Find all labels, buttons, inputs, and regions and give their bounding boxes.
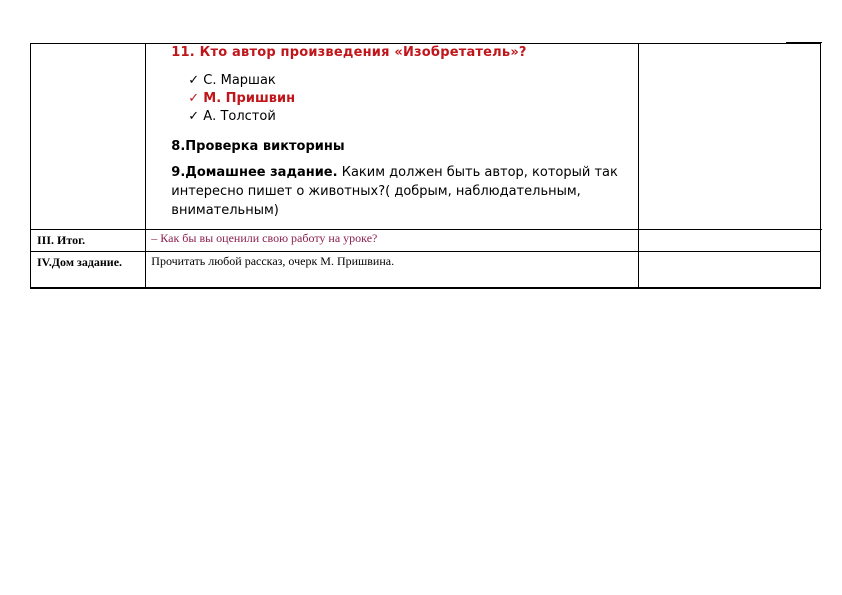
- lesson-table: [30, 43, 821, 289]
- table-row: [31, 230, 821, 252]
- notes-cell: [638, 252, 820, 289]
- stage-cell-empty: [31, 44, 146, 230]
- table-row: [31, 44, 821, 230]
- question-title: 11. Кто автор произведения «Изобретатель»?: [171, 45, 527, 60]
- border-tick: [786, 229, 822, 230]
- answer-option-correct: [188, 90, 637, 108]
- check-icon: ✓: [188, 91, 200, 106]
- step-quiz-check: 8.Проверка викторины: [171, 139, 345, 154]
- border-tick: [786, 42, 822, 43]
- notes-cell: [638, 230, 820, 252]
- stage-label: III. Итог.: [37, 233, 86, 247]
- notes-cell: [638, 44, 820, 230]
- check-icon: ✓: [188, 73, 200, 88]
- answer-option: [188, 108, 637, 126]
- homework-lead: 9.Домашнее задание.: [171, 165, 338, 180]
- homework-text: Каким должен быть автор, который так интересно пишет о животных?( добрым, наблюдательным, внимательным): [171, 165, 618, 218]
- stage-text: – Как бы вы оценили свою работу на уроке?: [151, 231, 378, 245]
- table-row: [31, 252, 821, 289]
- check-icon: ✓: [188, 109, 200, 124]
- answer-label: А. Толстой: [203, 109, 276, 124]
- answer-list: [171, 72, 637, 126]
- answer-label: М. Пришвин: [203, 91, 296, 106]
- content-cell: [146, 44, 638, 230]
- step-homework: [171, 163, 637, 220]
- stage-label: IV.Дом задание.: [37, 255, 123, 269]
- stage-text: Прочитать любой рассказ, очерк М. Пришвина.: [151, 254, 395, 268]
- answer-option: [188, 72, 637, 90]
- answer-label: С. Маршак: [203, 73, 276, 88]
